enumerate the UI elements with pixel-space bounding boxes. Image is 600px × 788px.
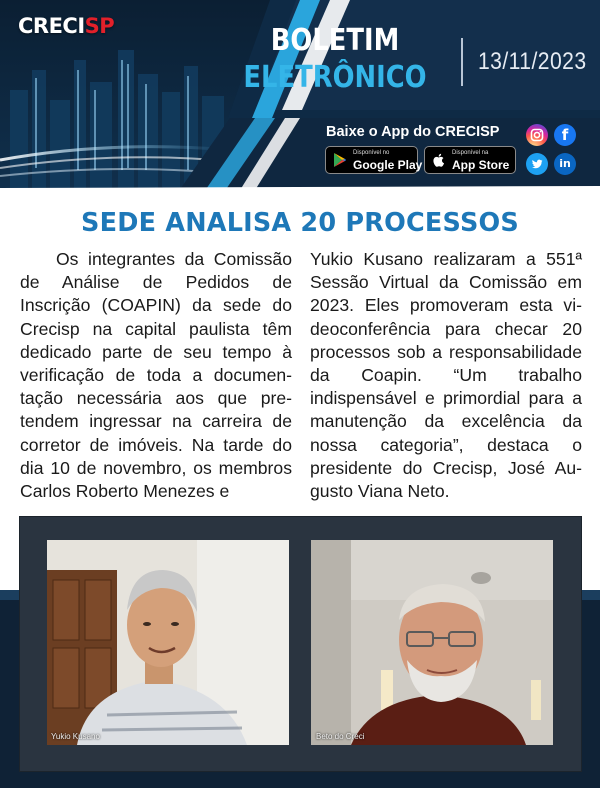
newsletter-title-line1: BOLETIM bbox=[270, 23, 400, 58]
twitter-bird-glyph bbox=[526, 153, 548, 175]
title-divider bbox=[461, 38, 463, 86]
participant-photo-left bbox=[47, 540, 289, 745]
apple-icon bbox=[431, 152, 447, 168]
instagram-icon[interactable] bbox=[526, 124, 548, 146]
newsletter-title-line2: ELETRÔNICO bbox=[243, 60, 427, 95]
participant-photo-right bbox=[311, 540, 553, 745]
linkedin-icon[interactable]: in bbox=[554, 153, 576, 175]
participant-name-left: Yukio Kusano bbox=[51, 732, 100, 741]
google-play-button[interactable] bbox=[325, 146, 423, 174]
newsletter-header bbox=[0, 0, 600, 195]
article-column-left: Os integrantes da Comissão de Análise de Pedidos de Inscrição (COAPIN) da sede do Crecisp na capital paulista têm dedicado parte de seu tempo à verificação de toda a documentação necessária aos que pretendem ingressar na carreira de corretor de imóveis. Na tarde do dia 10 de novembro, os membros Carlos Roberto Menezes e bbox=[20, 249, 292, 502]
app-download-prompt: Baixe o App do CRECISP bbox=[326, 124, 500, 140]
participant-name-right: Beto do Creci bbox=[316, 732, 365, 741]
article-title: SEDE ANALISA 20 PROCESSOS bbox=[81, 208, 519, 238]
edition-date: 13/11/2023 bbox=[478, 48, 587, 75]
facebook-icon[interactable]: f bbox=[554, 124, 576, 146]
google-play-small-label: Disponível no bbox=[353, 150, 390, 156]
article-column-right: Yukio Kusano realizaram a 551ª Sessão Virtual da Comissão em 2023. Eles promoveram esta videoconferência para checar 20 processos sob a responsabilidade da Coapin. “Um trabalho indispensável e primordial para a manutenção da excelência da nossa categoria”, destaca o presidente do Crecisp, José Augusto Viana Neto. bbox=[310, 249, 582, 502]
twitter-icon[interactable] bbox=[526, 153, 548, 175]
google-play-icon bbox=[332, 152, 348, 168]
app-store-small-label: Disponível na bbox=[452, 150, 489, 156]
video-tile-right bbox=[311, 540, 553, 745]
crecisp-logo: CRECISP bbox=[18, 14, 115, 38]
instagram-glyph bbox=[526, 124, 548, 146]
app-store-label: App Store bbox=[452, 158, 510, 172]
google-play-label: Google Play bbox=[353, 158, 423, 172]
video-tile-left bbox=[47, 540, 289, 745]
app-store-button[interactable] bbox=[424, 146, 516, 174]
